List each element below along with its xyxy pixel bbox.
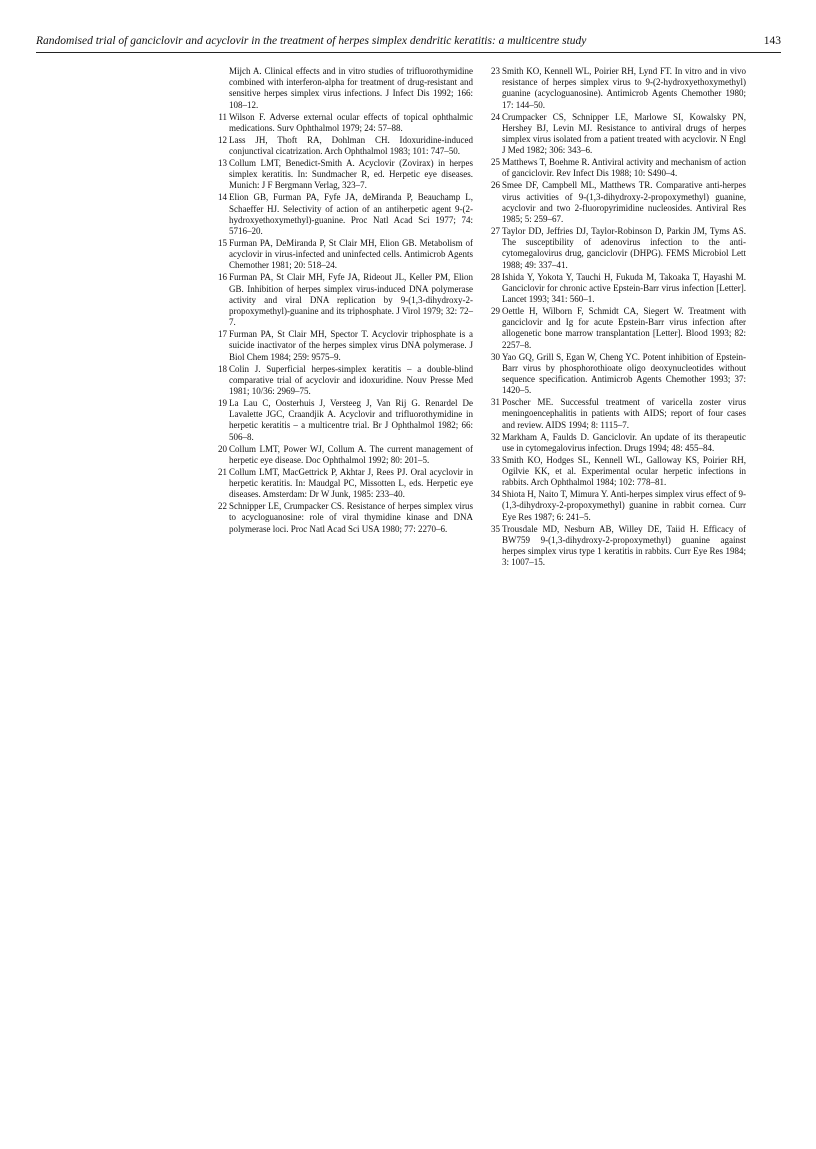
reference-item [488, 66, 746, 111]
reference-text: Ishida Y, Yokota Y, Tauchi H, Fukuda M, Takoaka T, Hayashi M. Ganciclovir for chronic active Epstein-Barr virus infection [Letter]. Lancet 1993; 341: 560–1. [502, 271, 746, 305]
reference-text: Yao GQ, Grill S, Egan W, Cheng YC. Potent inhibition of Epstein-Barr virus by phosphorothioate oligo deoxynucleotides without sequence specification. Antimicrob Agents Chemother 1993; 37: 1420–5. [502, 351, 746, 396]
reference-text: Smith KO, Kennell WL, Poirier RH, Lynd FT. In vitro and in vivo resistance of herpes simplex virus to 9-(2-hydroxyethoxymethyl) guanine (acycloguanosine). Antimicrob Agents Chemother 1980; 17: 144–50. [502, 66, 746, 110]
header-rule [36, 52, 781, 53]
reference-item [488, 157, 746, 179]
reference-item [215, 444, 473, 466]
reference-item [488, 489, 746, 523]
reference-text: Furman PA, St Clair MH, Spector T. Acyclovir triphosphate is a suicide inactivator of the herpes simplex virus DNA polymerase. J Biol Chem 1984; 259: 9575–9. [229, 329, 473, 362]
reference-item [215, 272, 473, 328]
reference-item [488, 180, 746, 225]
reference-number: 16 [218, 272, 227, 283]
references-left-column [215, 66, 473, 536]
reference-item [215, 112, 473, 134]
reference-text: Colin J. Superficial herpes-simplex keratitis – a double-blind comparative trial of acyclovir and idoxuridine. Nouv Presse Med 1981; 10/36: 2969–75. [229, 363, 473, 397]
reference-number: 21 [218, 466, 227, 477]
reference-text: Shiota H, Naito T, Mimura Y. Anti-herpes simplex virus effect of 9-(1,3-dihydroxy-2-propoxymethyl) guanine in rabbit cornea. Curr Eye Res 1987; 6: 241–5. [502, 489, 746, 522]
reference-item [215, 238, 473, 272]
reference-item [488, 432, 746, 454]
reference-item [488, 272, 746, 306]
reference-number: 11 [218, 111, 227, 122]
reference-number: 14 [218, 192, 227, 203]
reference-number: 32 [491, 431, 500, 442]
reference-text: Furman PA, DeMiranda P, St Clair MH, Elion GB. Metabolism of acyclovir in virus-infected and uninfected cells. Antimicrob Agents Chemother 1981; 20: 518–24. [229, 238, 473, 271]
reference-number: 15 [218, 238, 227, 249]
running-title: Randomised trial of ganciclovir and acyclovir in the treatment of herpes simplex dendritic keratitis: a multicentre study [36, 35, 587, 47]
reference-item [488, 455, 746, 489]
references-right-column [488, 66, 746, 569]
reference-item [488, 112, 746, 157]
reference-text: Smith KO, Hodges SL, Kennell WL, Galloway KS, Poirier RH, Ogilvie KK, et al. Experimental ocular herpetic infections in rabbits. Arch Ophthalmol 1984; 102: 778–81. [502, 454, 746, 488]
reference-number: 22 [218, 501, 227, 512]
reference-text: Elion GB, Furman PA, Fyfe JA, deMiranda P, Beauchamp L, Schaeffer HJ. Selectivity of action of an antiherpetic agent 9-(2-hydroxyethoxymethyl)-guanine. Proc Natl Acad Sci 1977; 74: 5716–20. [229, 192, 473, 237]
reference-text: Oettle H, Wilborn F, Schmidt CA, Siegert W. Treatment with ganciclovir and Ig for acute Epstein-Barr virus infection after allogenetic bone marrow transplantation [Letter]. Blood 1993; 82: 2257–8. [502, 306, 746, 350]
reference-item [215, 135, 473, 157]
reference-text: Collum LMT, MacGettrick P, Akhtar J, Rees PJ. Oral acyclovir in herpetic keratitis. In: Maudgal PC, Missotten L, eds. Herpetic eye diseases. Amsterdam: Dr W Junk, 1985: 233–40. [229, 466, 473, 500]
reference-text: Markham A, Faulds D. Ganciclovir. An update of its therapeutic use in cytomegalovirus infection. Drugs 1994; 48: 455–84. [502, 431, 746, 453]
reference-item [215, 467, 473, 501]
reference-text: Wilson F. Adverse external ocular effects of topical ophthalmic medications. Surv Ophthalmol 1979; 24: 57–88. [229, 111, 473, 133]
reference-item [488, 524, 746, 569]
reference-text: Schnipper LE, Crumpacker CS. Resistance of herpes simplex virus to acycloguanosine: role of viral thymidine kinase and DNA polymerase loci. Proc Natl Acad Sci USA 1980; 77: 2270–6. [229, 501, 473, 534]
reference-number: 19 [218, 398, 227, 409]
reference-number: 33 [491, 454, 500, 465]
reference-text: Poscher ME. Successful treatment of varicella zoster virus meningoencephalitis in patients with AIDS; report of four cases and review. AIDS 1994; 8: 1115–7. [502, 397, 746, 430]
reference-item [215, 398, 473, 443]
reference-text: Furman PA, St Clair MH, Fyfe JA, Rideout JL, Keller PM, Elion GB. Inhibition of herpes simplex virus-induced DNA polymerase activity and viral DNA replication by 9-(1,3-dihydroxy-2-propoxymethyl)-guanine and its triphosphate. J Virol 1979; 32: 72–7. [229, 272, 473, 328]
reference-text: Mijch A. Clinical effects and in vitro studies of trifluorothymidine combined with interferon-alpha for treatment of drug-resistant and sensitive herpes simplex virus infections. J Infect Dis 1992; 166: 108–12. [229, 66, 473, 110]
reference-number: 30 [491, 351, 500, 362]
reference-item [488, 306, 746, 351]
reference-text: Collum LMT, Power WJ, Collum A. The current management of herpetic eye disease. Doc Ophthalmol 1992; 80: 201–5. [229, 443, 473, 465]
reference-item [215, 501, 473, 535]
reference-text: Collum LMT, Benedict-Smith A. Acyclovir (Zovirax) in herpes simplex keratitis. In: Sundmacher R, ed. Herpetic eye diseases. Munich: J F Bergmann Verlag, 323–7. [229, 158, 473, 191]
reference-number: 35 [491, 523, 500, 534]
reference-text: Matthews T, Boehme R. Antiviral activity and mechanism of action of ganciclovir. Rev Infect Dis 1988; 10: S490–4. [502, 157, 746, 179]
reference-number: 31 [491, 397, 500, 408]
reference-number: 29 [491, 306, 500, 317]
reference-text: La Lau C, Oosterhuis J, Versteeg J, Van Rij G. Renardel De Lavalette JGC, Craandjik A. Acyclovir and trifluorothymidine in herpetic keratitis – a multicentre trial. Br J Ophthalmol 1982; 66: 506–8. [229, 398, 473, 442]
reference-number: 27 [491, 226, 500, 237]
reference-number: 26 [491, 180, 500, 191]
reference-item [215, 158, 473, 192]
reference-item [488, 352, 746, 397]
reference-item [215, 192, 473, 237]
reference-item [215, 66, 473, 111]
reference-number: 20 [218, 443, 227, 454]
reference-text: Lass JH, Thoft RA, Dohlman CH. Idoxuridine-induced conjunctival cicatrization. Arch Ophthalmol 1983; 101: 747–50. [229, 134, 473, 157]
page-number: 143 [763, 35, 781, 47]
reference-text: Taylor DD, Jeffries DJ, Taylor-Robinson D, Parkin JM, Tyms AS. The susceptibility of adenovirus infection to the anti-cytomegalovirus drug, ganciclovir (DHPG). FEMS Microbiol Lett 1988; 49: 337–41. [502, 226, 746, 270]
reference-number: 12 [218, 134, 227, 145]
reference-number: 34 [491, 489, 500, 500]
reference-number: 13 [218, 158, 227, 169]
reference-text: Trousdale MD, Nesburn AB, Willey DE, Taiid H. Efficacy of BW759 9-(1,3-dihydroxy-2-propoxymethyl) guanine against herpes simplex virus type 1 keratitis in rabbits. Curr Eye Res 1984; 3: 1007–15. [502, 523, 746, 568]
reference-number: 17 [218, 329, 227, 340]
reference-item [488, 397, 746, 431]
reference-item [215, 329, 473, 363]
reference-text: Crumpacker CS, Schnipper LE, Marlowe SI, Kowalsky PN, Hershey BJ, Levin MJ. Resistance to antiviral drugs of herpes simplex virus isolated from a patient treated with acyclovir. N Engl J Med 1982; 306: 343–6. [502, 111, 746, 156]
reference-number: 23 [491, 66, 500, 76]
reference-number: 24 [491, 111, 500, 122]
reference-text: Smee DF, Campbell ML, Matthews TR. Comparative anti-herpes virus activities of 9-(1,3-dihydroxy-2-propoxymethyl) guanine, acyclovir and two 2-fluoropyrimidine nucleosides. Antiviral Res 1985; 5: 259–67. [502, 180, 746, 225]
reference-number: 18 [218, 363, 227, 374]
reference-number: 25 [491, 157, 500, 168]
reference-item [215, 364, 473, 398]
reference-number: 28 [491, 271, 500, 282]
reference-item [488, 226, 746, 271]
